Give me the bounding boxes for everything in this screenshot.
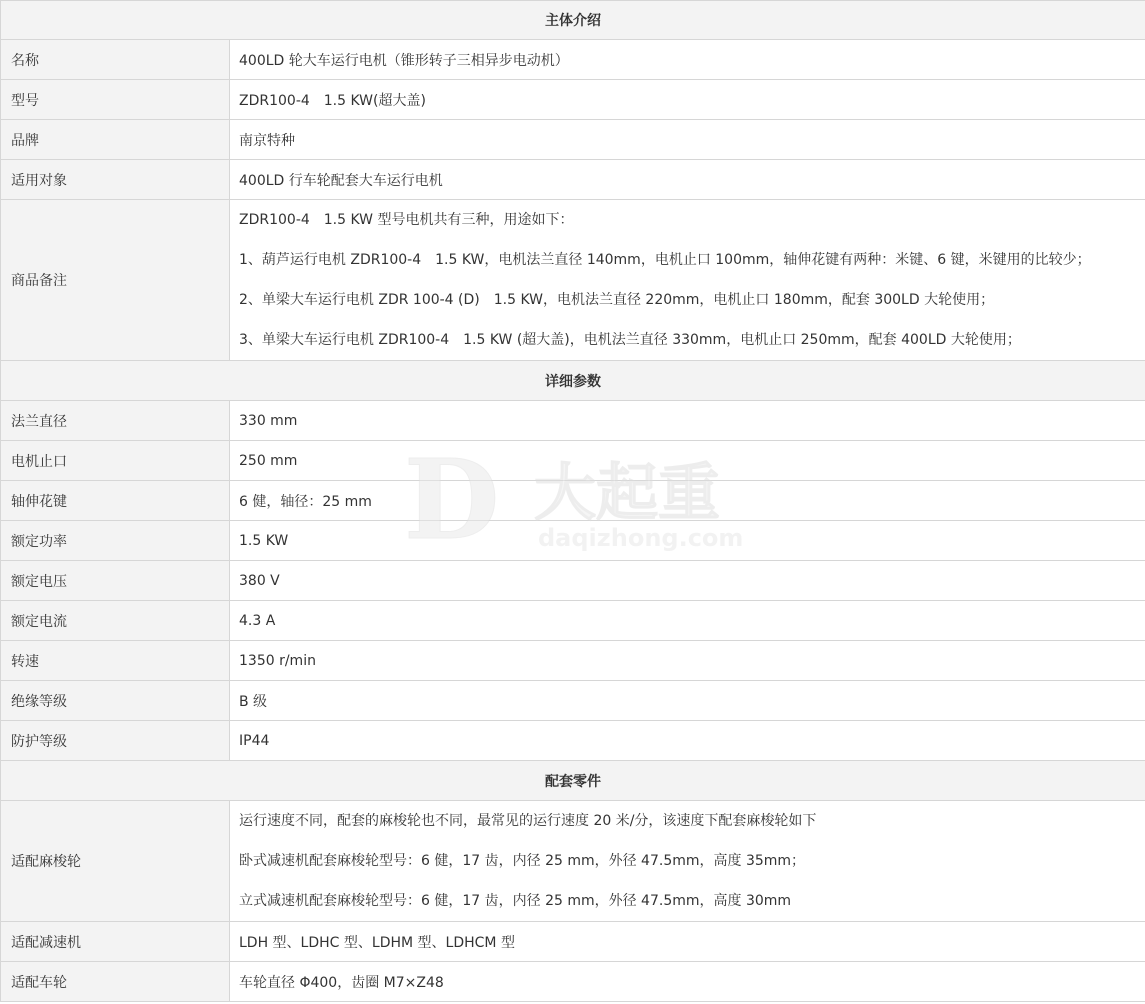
wheel-line: 卧式减速机配套麻梭轮型号：6 健，17 齿，内径 25 mm，外径 47.5mm，高度 35mm； [239, 853, 806, 869]
table-row-remark [1, 200, 1145, 361]
section-header-params [1, 361, 1145, 401]
table-row [1, 120, 1145, 160]
row-value: 330 mm [230, 401, 1145, 441]
row-value: 6 健，轴径：25 mm [230, 481, 1145, 521]
table-row-wheel [1, 801, 1145, 922]
table-row [1, 481, 1145, 521]
remark-line: 2、单梁大车运行电机 ZDR 100-4 (D) 1.5 KW，电机法兰直径 220mm，电机止口 180mm，配套 300LD 大轮使用； [239, 292, 995, 308]
table-row [1, 922, 1145, 962]
row-value: 380 V [230, 561, 1145, 601]
remark-line: 1、葫芦运行电机 ZDR100-4 1.5 KW，电机法兰直径 140mm，电机止口 100mm，轴伸花键有两种：米键、6 键，米键用的比较少； [239, 252, 1091, 268]
watermark-name: 大起重 [534, 456, 721, 529]
row-value: 250 mm [230, 441, 1145, 481]
row-value: 1.5 KW [230, 521, 1145, 561]
row-label: 绝缘等级 [1, 681, 230, 721]
row-label: 型号 [1, 80, 230, 120]
row-label: 电机止口 [1, 441, 230, 481]
row-label: 商品备注 [1, 200, 230, 361]
wheel-line: 运行速度不同，配套的麻梭轮也不同，最常见的运行速度 20 米/分，该速度下配套麻梭轮如下 [239, 813, 817, 829]
table-row [1, 721, 1145, 761]
wheel-value [230, 801, 1145, 922]
section-title: 详细参数 [1, 361, 1145, 401]
table-row [1, 521, 1145, 561]
row-label: 适配麻梭轮 [1, 801, 230, 922]
section-title: 主体介绍 [1, 1, 1145, 40]
row-value: 400LD 轮大车运行电机（锥形转子三相异步电动机） [230, 40, 1145, 80]
remark-value [230, 200, 1145, 361]
section-header-parts [1, 761, 1145, 801]
table-row [1, 681, 1145, 721]
row-label: 防护等级 [1, 721, 230, 761]
row-value: IP44 [230, 721, 1145, 761]
table-row [1, 561, 1145, 601]
remark-line: ZDR100-4 1.5 KW 型号电机共有三种，用途如下： [239, 212, 574, 228]
row-value: 车轮直径 Φ400，齿圈 M7×Z48 [230, 962, 1145, 1002]
row-value: B 级 [230, 681, 1145, 721]
row-label: 适配减速机 [1, 922, 230, 962]
section-header-intro [1, 1, 1145, 40]
row-value: ZDR100-4 1.5 KW(超大盖) [230, 80, 1145, 120]
row-value: 4.3 A [230, 601, 1145, 641]
row-value: 400LD 行车轮配套大车运行电机 [230, 160, 1145, 200]
section-title: 配套零件 [1, 761, 1145, 801]
row-label: 适用对象 [1, 160, 230, 200]
row-label: 轴伸花键 [1, 481, 230, 521]
row-value: LDH 型、LDHC 型、LDHM 型、LDHCM 型 [230, 922, 1145, 962]
row-label: 品牌 [1, 120, 230, 160]
table-row [1, 401, 1145, 441]
table-row [1, 441, 1145, 481]
watermark-domain: daqizhong.com [538, 524, 744, 552]
row-label: 法兰直径 [1, 401, 230, 441]
row-label: 额定功率 [1, 521, 230, 561]
table-row [1, 601, 1145, 641]
table-row [1, 80, 1145, 120]
table-row [1, 641, 1145, 681]
remark-line: 3、单梁大车运行电机 ZDR100-4 1.5 KW (超大盖)，电机法兰直径 330mm，电机止口 250mm，配套 400LD 大轮使用； [239, 332, 1021, 348]
watermark-letter: D [404, 446, 500, 556]
row-label: 转速 [1, 641, 230, 681]
row-value: 南京特种 [230, 120, 1145, 160]
table-row [1, 160, 1145, 200]
row-label: 适配车轮 [1, 962, 230, 1002]
row-label: 额定电压 [1, 561, 230, 601]
row-label: 额定电流 [1, 601, 230, 641]
table-row [1, 40, 1145, 80]
row-label: 名称 [1, 40, 230, 80]
table-row [1, 962, 1145, 1002]
wheel-line: 立式减速机配套麻梭轮型号：6 健，17 齿，内径 25 mm，外径 47.5mm，高度 30mm [239, 893, 792, 909]
row-value: 1350 r/min [230, 641, 1145, 681]
